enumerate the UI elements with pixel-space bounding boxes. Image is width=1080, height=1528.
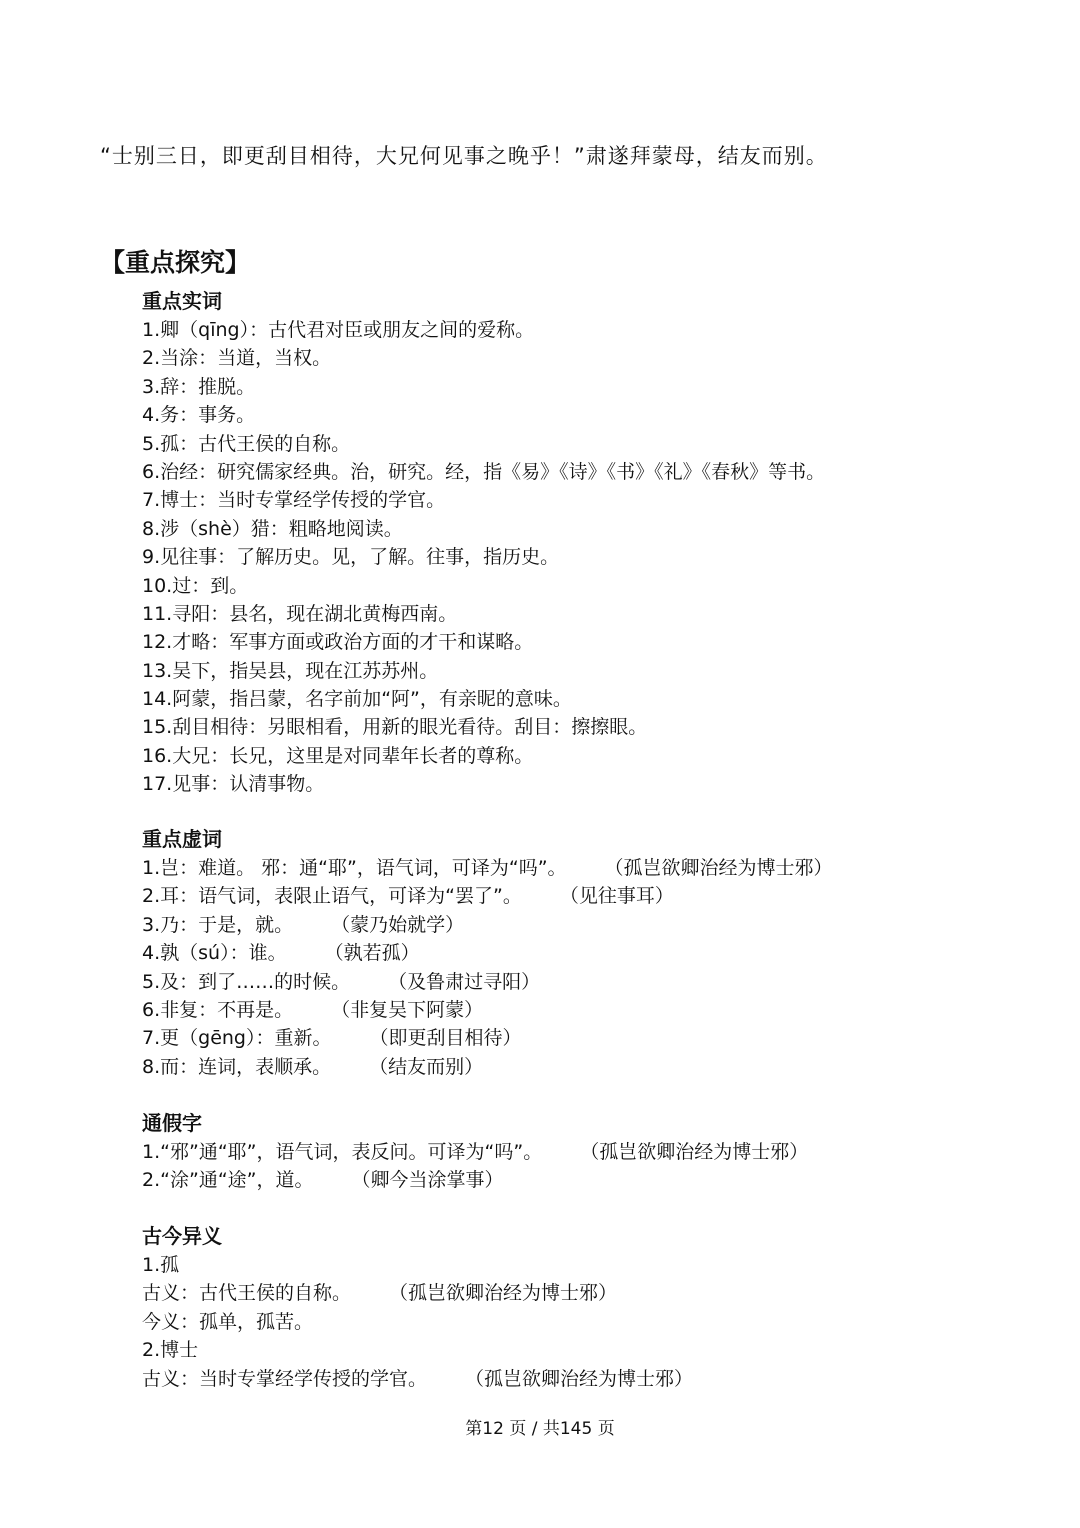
xuci-item-text: 3.乃：于是，就。 (142, 913, 294, 936)
shici-item (142, 486, 825, 514)
shici-item (142, 572, 825, 600)
quote-text: “士别三日，即更刮目相待，大兄何见事之晚乎！”肃遂拜蒙母，结友而别。 (100, 144, 828, 168)
gujin-line (142, 1251, 693, 1279)
shici-item (142, 713, 825, 741)
shici-item (142, 316, 825, 344)
gujin-line-example: （孤岂欲卿治经为博士邪） (465, 1367, 694, 1390)
shici-item (142, 742, 825, 770)
xuci-item-text: 1.岂：难道。 邪：通“耶”，语气词，可译为“吗”。 (142, 857, 567, 879)
xuci-item-example: （即更刮目相待） (369, 1027, 522, 1050)
shici-item-text: 9.见往事：了解历史。见，了解。往事，指历史。 (142, 546, 560, 569)
gujin-line-text: 古义：古代王侯的自称。 (142, 1282, 352, 1305)
xuci-item-text: 7.更（gēng）：重新。 (142, 1027, 332, 1050)
shici-item-text: 12.才略：军事方面或政治方面的才干和谋略。 (142, 631, 534, 654)
gujin-line-text: 1.孤 (142, 1254, 180, 1276)
shici-item-text: 6.治经：研究儒家经典。治，研究。经，指《易》《诗》《书》《礼》《春秋》等书。 (142, 460, 826, 483)
xuci-item (142, 996, 833, 1024)
shici-item (142, 628, 825, 656)
tongjia-title: 通假字 (142, 1111, 202, 1135)
shici-item-text: 10.过：到。 (142, 574, 249, 597)
tongjia-list (142, 1138, 808, 1195)
gujin-line-text: 古义：当时专掌经学传授的学官。 (142, 1367, 428, 1390)
xuci-item-text: 4.孰（sú）：谁。 (142, 942, 287, 965)
xuci-item-example: （见往事耳） (559, 885, 674, 908)
gujin-title: 古今异义 (142, 1224, 222, 1248)
shici-item-text: 17.见事：认清事物。 (142, 773, 325, 796)
xuci-item (142, 968, 833, 996)
shici-item-text: 16.大兄：长兄，这里是对同辈年长者的尊称。 (142, 744, 534, 767)
gujin-line (142, 1365, 693, 1393)
shici-item-text: 3.辞：推脱。 (142, 375, 256, 398)
tongjia-item-example: （孤岂欲卿治经为博士邪） (580, 1141, 809, 1163)
xuci-item-text: 5.及：到了……的时候。 (142, 970, 351, 993)
xuci-item (142, 939, 833, 967)
shici-item-text: 8.涉（shè）猎：粗略地阅读。 (142, 517, 403, 540)
section-title: 【重点探究】 (100, 248, 251, 277)
xuci-item-example: （蒙乃始就学） (331, 913, 465, 936)
shici-item (142, 770, 825, 798)
shici-list (142, 316, 825, 799)
tongjia-item (142, 1166, 808, 1194)
shici-item-text: 11.寻阳：县名，现在湖北黄梅西南。 (142, 602, 458, 625)
xuci-item (142, 854, 833, 882)
shici-item-text: 7.博士：当时专掌经学传授的学官。 (142, 489, 446, 512)
shici-item-text: 2.当涂：当道，当权。 (142, 347, 332, 370)
shici-item (142, 600, 825, 628)
shici-title: 重点实词 (142, 289, 222, 313)
gujin-line-text: 2.博士 (142, 1339, 199, 1362)
xuci-item (142, 1024, 833, 1052)
tongjia-item-text: 2.“涂”通“途”，道。 (142, 1169, 314, 1192)
gujin-list (142, 1251, 693, 1393)
shici-item (142, 373, 825, 401)
gujin-line (142, 1308, 693, 1336)
tongjia-item (142, 1138, 808, 1166)
tongjia-item-example: （卿今当涂掌事） (351, 1169, 504, 1192)
shici-section (142, 286, 825, 799)
xuci-item (142, 911, 833, 939)
gujin-line-example: （孤岂欲卿治经为博士邪） (389, 1282, 618, 1305)
tongjia-section (142, 1108, 808, 1195)
shici-item-text: 1.卿（qīng）：古代君对臣或朋友之间的爱称。 (142, 319, 535, 341)
shici-item (142, 657, 825, 685)
xuci-item-example: （孰若孤） (324, 942, 420, 965)
xuci-item-example: （非复吴下阿蒙） (331, 998, 484, 1021)
xuci-section (142, 824, 833, 1081)
xuci-title: 重点虚词 (142, 827, 222, 851)
shici-item-text: 5.孤：古代王侯的自称。 (142, 432, 351, 455)
tongjia-item-text: 1.“邪”通“耶”，语气词，表反问。可译为“吗”。 (142, 1141, 543, 1163)
shici-item-text: 15.刮目相待：另眼相看，用新的眼光看待。刮目：擦擦眼。 (142, 716, 648, 739)
shici-item (142, 515, 825, 543)
xuci-item (142, 1053, 833, 1081)
shici-item-text: 14.阿蒙，指吕蒙，名字前加“阿”，有亲昵的意味。 (142, 688, 572, 711)
gujin-section (142, 1221, 693, 1393)
xuci-item-text: 6.非复：不再是。 (142, 998, 294, 1021)
gujin-line (142, 1279, 693, 1307)
shici-item (142, 344, 825, 372)
gujin-line-text: 今义：孤单，孤苦。 (142, 1310, 314, 1333)
page-footer: 第12 页 / 共145 页 (465, 1419, 615, 1439)
shici-item-text: 13.吴下，指吴县，现在江苏苏州。 (142, 659, 439, 682)
xuci-item-text: 2.耳：语气词，表限止语气，可译为“罢了”。 (142, 885, 522, 908)
xuci-item (142, 882, 833, 910)
shici-item (142, 401, 825, 429)
shici-item-text: 4.务：事务。 (142, 404, 256, 427)
shici-item (142, 458, 825, 486)
xuci-item-text: 8.而：连词，表顺承。 (142, 1055, 332, 1078)
shici-item (142, 543, 825, 571)
gujin-line (142, 1336, 693, 1364)
shici-item (142, 430, 825, 458)
xuci-list (142, 854, 833, 1081)
xuci-item-example: （结友而别） (369, 1055, 484, 1078)
xuci-item-example: （及鲁肃过寻阳） (388, 970, 541, 993)
xuci-item-example: （孤岂欲卿治经为博士邪） (604, 857, 833, 879)
shici-item (142, 685, 825, 713)
